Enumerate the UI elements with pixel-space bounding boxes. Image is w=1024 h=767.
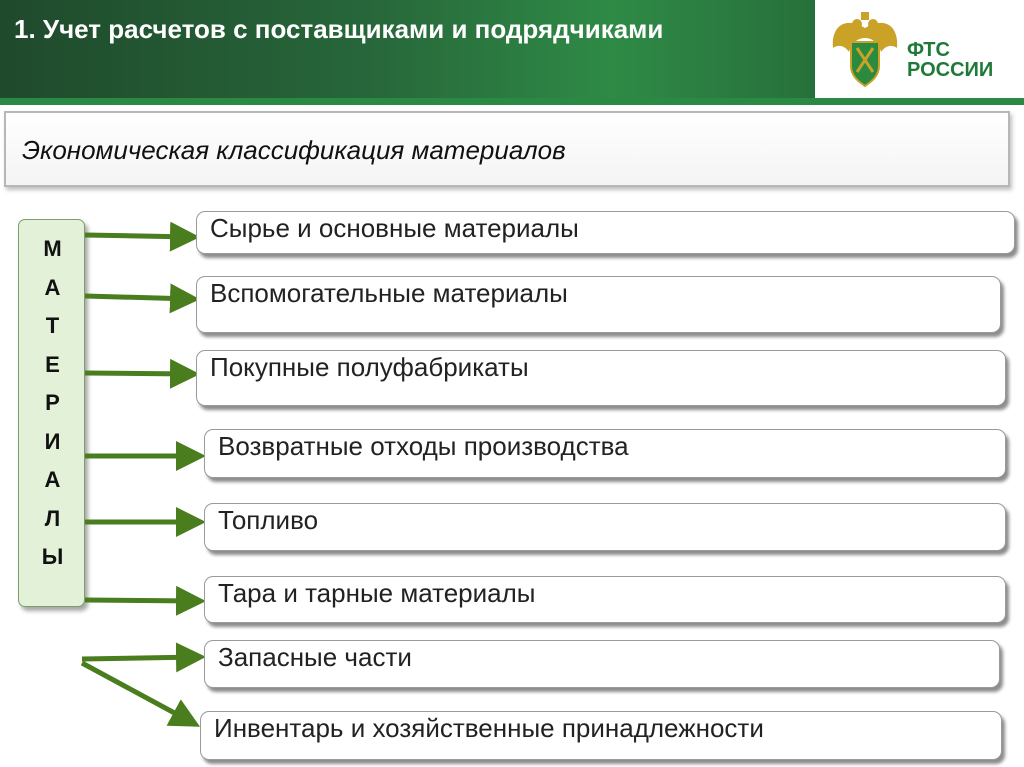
category-label: Покупные полуфабрикаты	[210, 352, 529, 382]
materials-letter: Р	[45, 390, 60, 415]
category-item	[204, 503, 1006, 551]
arrow	[82, 663, 193, 723]
arrow	[85, 600, 198, 601]
category-label: Запасные части	[218, 642, 412, 672]
category-label: Тара и тарные материалы	[218, 578, 536, 608]
arrow	[85, 296, 192, 299]
materials-letter: А	[44, 467, 61, 492]
category-item	[204, 640, 1000, 688]
category-label: Сырье и основные материалы	[210, 213, 579, 243]
materials-letter: Т	[45, 313, 60, 338]
category-item	[204, 576, 1006, 623]
arrow	[85, 235, 192, 237]
category-label: Вспомогательные материалы	[210, 278, 568, 308]
category-item	[196, 211, 1015, 254]
category-item	[204, 429, 1006, 478]
arrow	[85, 373, 192, 374]
logo-text: ФТС РОССИИ	[907, 39, 994, 81]
category-item	[200, 711, 1002, 760]
category-item	[196, 276, 1001, 333]
materials-letter: Е	[45, 351, 60, 377]
materials-letter: Л	[44, 505, 61, 531]
category-label: Инвентарь и хозяйственные принадлежности	[214, 713, 764, 743]
category-label: Возвратные отходы производства	[218, 431, 629, 461]
materials-letter: Ы	[41, 544, 64, 569]
category-item	[196, 350, 1006, 406]
page-title: 1. Учет расчетов с поставщиками и подрядчиками	[14, 14, 664, 44]
subtitle: Экономическая классификация материалов	[22, 135, 566, 165]
category-label: Топливо	[218, 505, 319, 535]
arrow	[82, 657, 198, 659]
materials-letter: А	[44, 274, 61, 300]
materials-letter: И	[44, 428, 61, 454]
materials-letter: М	[43, 236, 62, 261]
